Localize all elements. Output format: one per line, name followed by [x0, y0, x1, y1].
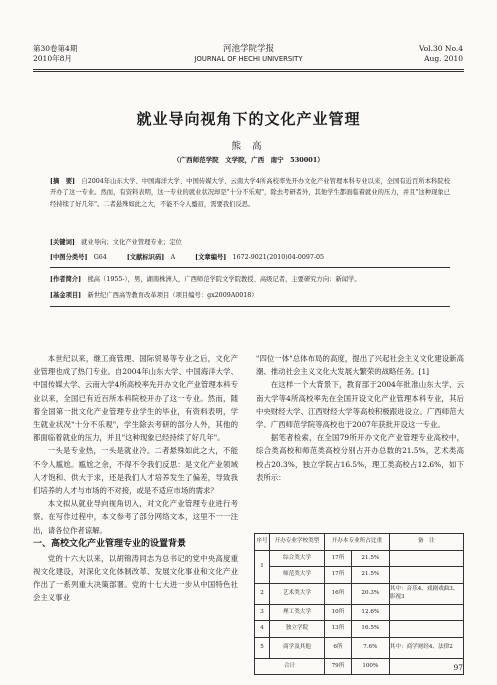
- table-cell: 5: [255, 637, 270, 658]
- author-intro: [作者简介] 熊高（1955-），男，湖南株洲人，广西师范学院文学院教授、高级记者，主要研究方向：新闻学。: [50, 276, 361, 283]
- paragraph: "四位一体"总体布局的高度，提出了兴起社会主义文化建设新高潮、推动社会主义文化大发展大繁荣的战略任务。[1]: [256, 354, 464, 377]
- paragraph: 一头是专业热，一头是就业冷。二者悬殊如此之大，不能不令人尴尬。尴尬之余，不得不令我们反思：是文化产业领域人才饱和、供大于求，还是我们人才培养发生了偏差，导致我们培养的人才与市场的不对接，或是不适应市场的需求？: [33, 446, 238, 496]
- table-header-row: [255, 534, 464, 551]
- table-header-cell: 备 注: [389, 534, 463, 551]
- paragraph: 党的十六大以来，以胡锦涛同志为总书记的党中央高度重视文化建设，对深化文化体制改革、发展文化事业和文化产业作出了一系列重大决策部署。党的十七大进一步从中国特色社会主义事业: [33, 553, 238, 603]
- paragraph: 在这样一个大背景下，教育部于2004年批准山东大学、云南大学等4所高校率先在全国开设文化产业管理本科专业，其后中央财经大学、江西财经大学等高校积极跟进设立。广西师范大学、广西师范学院等高校也于2007年获批开设这一专业。: [256, 380, 464, 430]
- table-header-cell: 开办专业学校类型: [270, 534, 325, 551]
- page-number: 97: [453, 663, 463, 672]
- table-cell: 16所: [325, 583, 352, 604]
- table-cell: 2: [255, 583, 270, 604]
- right-column: [256, 352, 464, 484]
- table-cell: [389, 567, 463, 584]
- table-cell: 21.5%: [351, 550, 389, 567]
- fund-project: [基金项目] 新世纪广西高等教育改革项目（项目编号：gx2009A0018）: [50, 292, 258, 299]
- table-cell: 79所: [325, 658, 352, 675]
- table-cell: [389, 621, 463, 638]
- table-cell: 独立学院: [270, 621, 325, 638]
- table-cell: 20.3%: [351, 583, 389, 604]
- meta-rule: [50, 267, 450, 268]
- table-cell: 17所: [325, 567, 352, 584]
- article-title: 就业导向视角下的文化产业管理: [136, 110, 361, 128]
- table-cell: 其中：商学财经4、法律2: [389, 637, 463, 658]
- statistics-table: [254, 533, 464, 675]
- table-cell: 其中：音乐4、戏剧戏曲3、影视3: [389, 583, 463, 604]
- table-cell: 10所: [325, 604, 352, 621]
- header-rule: [33, 69, 464, 70]
- table-row: [255, 621, 464, 638]
- table-cell: [389, 658, 463, 675]
- table-cell: 1: [255, 550, 270, 583]
- table-row: [255, 637, 464, 658]
- table-cell: 综合类大学: [270, 550, 325, 567]
- volume-issue: 第30卷第4期 2010年8月: [33, 44, 78, 63]
- paragraph: 本文拟从就业导向视角切入，对文化产业管理专业进行考察。在写作过程中，本文参考了部分网络文本，这里不一一注出，请各位作者谅解。: [33, 499, 238, 535]
- table-cell: 12.6%: [351, 604, 389, 621]
- author-name: 熊 高: [231, 141, 266, 152]
- table-cell: 3: [255, 604, 270, 621]
- abstract: [摘 要] 自2004年山东大学、中国海洋大学、中国传媒大学、云南大学4所高校率先开办文化产业管理本科专业以来，全国有近百所本科院校开办了这一专业。然而，有资料表明，这一专业的就业状况却是"十分不乐观"，除去考研者外，其他学生都面临着就业的压力，并且"这种现象已经持续了好几年"。二者悬殊如此之大，不能不令人蹙眉，需要我们反思。: [50, 178, 450, 208]
- meta-rule-bottom: [50, 306, 450, 307]
- table-cell: 师范类大学: [270, 567, 325, 584]
- paragraph: 本世纪以来，继工商管理、国际贸易等专业之后，文化产业管理也成了热门专业。自2004年山东大学、中国海洋大学、中国传媒大学、云南大学4所高校率先开办文化产业管理本科专业以来，全国已有近百所本科院校开办了这一专业。然而，随着全国第一批文化产业管理专业学生的毕业，有资料表明，学生就业状况"十分不乐观"，学生除去考研的部分人外，其他的都面临着就业的压力，并且"这种现象已经持续了好几年"。: [33, 354, 238, 443]
- table-cell: 16.5%: [351, 621, 389, 638]
- journal-name: 河池学院学报 JOURNAL OF HECHI UNIVERSITY: [194, 44, 303, 63]
- table-cell: 理工类大学: [270, 604, 325, 621]
- table-total-row: [255, 658, 464, 675]
- classification-line: [中图分类号] G64 [文献标识码] A [文章编号] 1672-9021(2010)04-0097-05: [50, 254, 325, 261]
- table-cell: 13所: [325, 621, 352, 638]
- volume-issue-en: Vol.30 No.4 Aug. 2010: [418, 44, 463, 63]
- table-cell: 17所: [325, 550, 352, 567]
- author-affiliation: （广西师范学院 文学院，广西 南宁 530001）: [173, 156, 324, 164]
- header-rule-thin: [33, 71, 464, 72]
- table-cell: 合计: [255, 658, 325, 675]
- paragraph: 据笔者检索，在全国79所开办文化产业管理专业高校中，综合类高校和师范类高校分别占开办总数的21.5%，艺术类高校占20.3%，独立学院占16.5%，理工类高校占12.6%，如下表所示：: [256, 433, 464, 482]
- table-cell: 4: [255, 621, 270, 638]
- table-cell: 艺术类大学: [270, 583, 325, 604]
- keywords: [关键词] 就业导向；文化产业管理专业；定位: [50, 239, 182, 246]
- table-cell: [389, 604, 463, 621]
- table-cell: 商学及其他: [270, 637, 325, 658]
- table-cell: 6所: [325, 637, 352, 658]
- table-cell: 21.5%: [351, 567, 389, 584]
- left-column: [33, 352, 238, 605]
- table-row: [255, 604, 464, 621]
- table-row: [255, 583, 464, 604]
- table-row: [255, 550, 464, 567]
- table-cell: 100%: [351, 658, 389, 675]
- section-heading: 一、高校文化产业管理专业的设置背景: [33, 538, 187, 549]
- table-cell: [389, 550, 463, 567]
- table-cell: 7.6%: [351, 637, 389, 658]
- table-header-cell: 序号: [255, 534, 270, 551]
- table-row: [255, 567, 464, 584]
- table-header-cell: 开办本专业所占比重: [325, 534, 390, 551]
